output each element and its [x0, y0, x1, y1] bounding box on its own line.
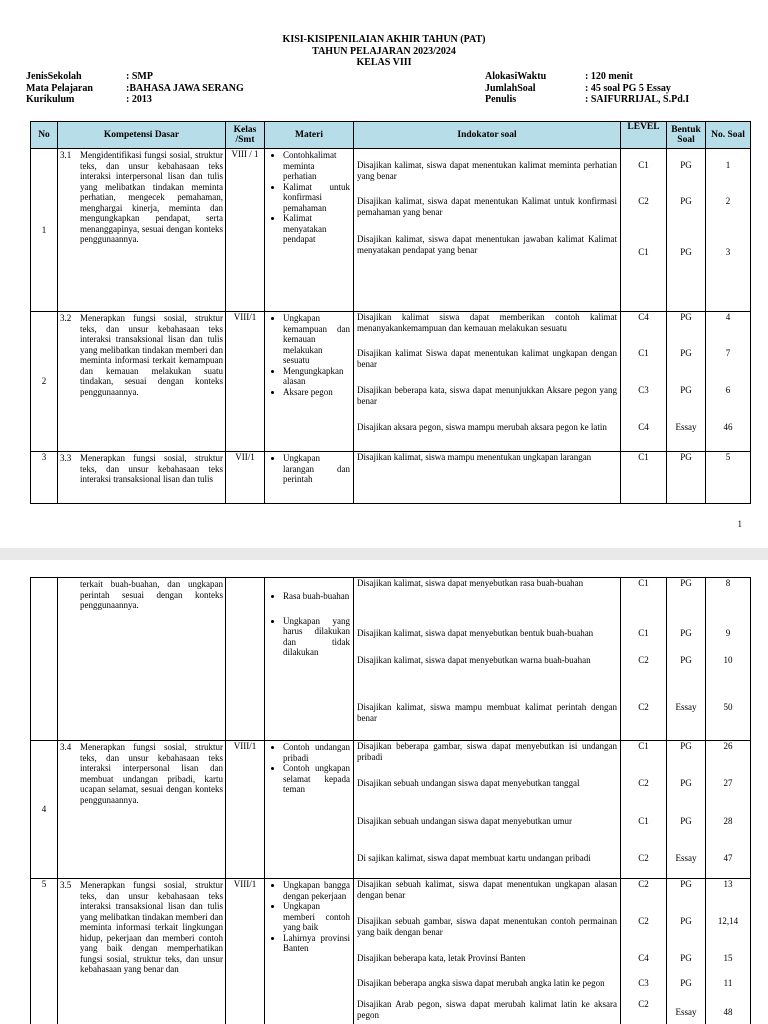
level-value: C1: [638, 247, 649, 257]
indikator-text: Disajikan kalimat, siswa dapat menentukan kalimat meminta perhatian yang benar: [357, 160, 617, 181]
header-class: KELAS VIII: [356, 57, 412, 68]
bentuk-value: PG: [680, 628, 692, 638]
indikator-text: Disajikan kalimat, siswa dapat menyebutkan warna buah-buahan: [357, 655, 591, 665]
bentuk-cell: [667, 149, 706, 312]
table-row: [31, 879, 751, 1024]
meta-value: : 45 soal PG 5 Essay: [585, 82, 671, 94]
col-header-materi: Materi: [265, 122, 354, 149]
level-value: C2: [638, 778, 649, 788]
col-header-kelas: Kelas /Smt: [226, 122, 265, 149]
materi-cell: [265, 312, 354, 452]
bentuk-value: PG: [680, 916, 692, 926]
page-number: 1: [737, 519, 742, 529]
level-value: C2: [638, 853, 649, 863]
meta-key: JumlahSoal: [485, 82, 536, 94]
nosoal-value: 8: [725, 578, 731, 588]
meta-left: [26, 71, 244, 106]
kd-text: Mengidentifikasi fungsi sosial, struktur teks, dan unsur kebahasaan teks interaksi interpersonal lisan dan tulis yang melibatkan tindakan meminta perhatian, mengecek pemahaman, menghargai kinerja, meminta dan mengungkapkan pendapat, serta menanggapinya, sesuai dengan konteks penggunaannya.: [80, 150, 223, 244]
bentuk-value: PG: [680, 778, 692, 788]
meta-value: : SMP: [126, 71, 153, 82]
kompetensi-cell: [58, 879, 226, 1024]
level-value: C2: [638, 702, 649, 712]
bentuk-value: PG: [680, 741, 692, 751]
bentuk-value: Essay: [675, 422, 697, 432]
nosoal-value: 4: [725, 312, 731, 322]
kd-number: 3.1: [60, 150, 72, 160]
level-value: C4: [638, 422, 649, 432]
bentuk-value: PG: [680, 348, 692, 358]
materi-item: • Mengungkapkan alasan: [283, 366, 350, 387]
kisi-table-page2: [30, 577, 751, 1024]
indikator-text: Di sajikan kalimat, siswa dapat membuat kartu undangan pribadi: [357, 853, 591, 863]
materi-cell: [265, 149, 354, 312]
row-number-empty: [31, 578, 58, 741]
level-value: C4: [638, 312, 649, 322]
level-value: C1: [621, 452, 667, 504]
level-cell: [621, 578, 667, 741]
kelas-cell-empty: [226, 578, 265, 741]
table-row: [31, 149, 751, 312]
level-value: C1: [638, 816, 649, 826]
kompetensi-cell: [58, 578, 226, 741]
nosoal-value: 2: [725, 196, 731, 206]
kd-number: 3.3: [60, 453, 72, 463]
level-value: C3: [638, 385, 649, 395]
indikator-cell: [354, 452, 621, 504]
level-value: C1: [638, 160, 649, 170]
kisi-table-page1: [30, 121, 751, 504]
bentuk-value: PG: [667, 452, 706, 504]
bentuk-value: PG: [680, 160, 692, 170]
indikator-text: Disajikan sebuah undangan siswa dapat menyebutkan umur: [357, 816, 572, 826]
materi-item: • Rasa buah-buahan: [283, 591, 350, 602]
row-number: 4: [31, 741, 58, 879]
bentuk-value: PG: [680, 978, 692, 988]
bentuk-value: PG: [680, 953, 692, 963]
level-value: C3: [638, 978, 649, 988]
table-row: [31, 452, 751, 504]
col-header-level: LEVEL: [621, 122, 667, 149]
meta-right: [485, 71, 689, 106]
indikator-text: Disajikan Arab pegon, siswa dapat merubah kalimat latin ke aksara pegon: [357, 999, 617, 1020]
nosoal-value: 13: [723, 879, 733, 889]
indikator-text: Disajikan kalimat, siswa dapat menyebutkan bentuk buah-buahan: [357, 628, 594, 638]
nosoal-value: 9: [725, 628, 731, 638]
materi-item: • Ungkapan memberi contoh yang baik: [283, 901, 350, 933]
level-value: C2: [638, 879, 649, 889]
nosoal-cell: [706, 312, 751, 452]
bentuk-value: PG: [680, 385, 692, 395]
nosoal-cell: [706, 578, 751, 741]
col-header-indikator: Indokator soal: [354, 122, 621, 149]
materi-cell: [265, 879, 354, 1024]
bentuk-value: Essay: [675, 1007, 697, 1017]
bentuk-value: PG: [680, 655, 692, 665]
meta-key: Penulis: [485, 94, 517, 105]
kd-text: terkait buah-buahan, dan ungkapan perintah sesuai dengan konteks penggunaannya.: [80, 579, 223, 610]
kd-text: Menerapkan fungsi sosial, struktur teks, dan unsur kebahasaan teks interaksi transaksional lisan dan tulis yang melibatkan tindakan memberi dan meminta informasi terkait lingkungan hidup, pekerjaan dan memberi contoh yang baik dengan memperhatikan fungsi sosial, struktur teks, dan unsur kebahasaan yang benar dan: [80, 880, 223, 974]
kompetensi-cell: [58, 741, 226, 879]
level-value: C1: [638, 628, 649, 638]
level-value: C2: [638, 916, 649, 926]
nosoal-value: 50: [723, 702, 733, 712]
kelas-cell: VIII/1: [226, 879, 265, 1024]
nosoal-value: 26: [723, 741, 733, 751]
level-value: C1: [638, 348, 649, 358]
row-number: 3: [31, 452, 58, 504]
header-title: KISI-KISIPENILAIAN AKHIR TAHUN (PAT): [282, 34, 486, 45]
level-value: C4: [638, 953, 649, 963]
table-row: [31, 312, 751, 452]
materi-cell: [265, 578, 354, 741]
bentuk-cell: [667, 578, 706, 741]
kompetensi-cell: [58, 452, 226, 504]
col-header-bentuk: Bentuk Soal: [667, 122, 706, 149]
indikator-text: Disajikan kalimat Siswa dapat menentukan kalimat ungkapan dengan benar: [357, 348, 617, 369]
bentuk-cell: [667, 879, 706, 1024]
materi-item: • Contohkalimat meminta perhatian: [283, 150, 350, 182]
kompetensi-cell: [58, 149, 226, 312]
kd-number: 3.2: [60, 313, 72, 323]
table-row: [31, 578, 751, 741]
indikator-text: Disajikan kalimat, siswa dapat menyebutkan rasa buah-buahan: [357, 578, 584, 588]
kd-text: Menerapkan fungsi sosial, struktur teks, dan unsur kebahasaan teks interaksi interpersonal lisan dan membuat undangan pribadi, kartu ucapan selamat, sesuai dengan konteks penggunaannya.: [80, 742, 223, 805]
meta-key: Kurikulum: [26, 94, 75, 105]
nosoal-value: 12,14: [717, 916, 739, 926]
level-value: C2: [638, 196, 649, 206]
materi-item: • Ungkapan kemampuan dan kemauan melakukan sesuatu: [283, 313, 350, 366]
indikator-cell: [354, 149, 621, 312]
nosoal-value: 15: [723, 953, 733, 963]
row-number: 1: [31, 149, 58, 312]
materi-item: • Contoh ungkapan selamat kepada teman: [283, 763, 350, 795]
meta-key: Mata Pelajaran: [26, 82, 93, 94]
bentuk-value: PG: [680, 312, 692, 322]
col-header-no: No: [31, 122, 58, 149]
kd-number: 3.5: [60, 880, 72, 890]
meta-value: :BAHASA JAWA SERANG: [126, 82, 244, 94]
materi-item: • Ungkapan larangan dan perintah: [283, 453, 350, 485]
meta-value: : 2013: [126, 94, 152, 105]
kd-text: Menerapkan fungsi sosial, struktur teks, dan unsur kebahasaan teks interaksi transaksional lisan dan tulis yang melibatkan tindakan memberi dan meminta informasi terkait kemampuan dan kemauan melakukan suatu tindakan, sesuai dengan konteks penggunaannya.: [80, 313, 223, 397]
nosoal-value: 7: [725, 348, 731, 358]
bentuk-value: PG: [680, 247, 692, 257]
materi-cell: [265, 741, 354, 879]
col-header-nosoal: No. Soal: [706, 122, 751, 149]
nosoal-value: 47: [723, 853, 733, 863]
indikator-text: Disajikan sebuah gambar, siswa dapat menentukan contoh permainan yang baik dengan benar: [357, 916, 617, 937]
materi-item: • Contoh undangan pribadi: [283, 742, 350, 763]
document-page-2: [0, 560, 768, 1024]
meta-key: JenisSekolah: [26, 71, 82, 82]
kd-text: Menerapkan fungsi sosial, struktur teks, dan unsur kebahasaan teks interaksi transaksional lisan dan tulis: [80, 453, 223, 484]
materi-item: • Lahirnya provinsi Banten: [283, 933, 350, 954]
nosoal-cell: [706, 879, 751, 1024]
indikator-text: Disajikan kalimat, siswa dapat menentukan jawaban kalimat Kalimat menyatakan pendapat yang benar: [357, 234, 617, 255]
level-value: C1: [638, 578, 649, 588]
materi-item: • Ungkapan bangga dengan pekerjaan: [283, 880, 350, 901]
indikator-text: Disajikan kalimat, siswa dapat menentukan Kalimat untuk konfirmasi pemahaman yang benar: [357, 196, 617, 217]
bentuk-cell: [667, 741, 706, 879]
nosoal-value: 3: [725, 247, 731, 257]
materi-item: • Aksare pegon: [283, 387, 350, 398]
kelas-cell: VII/1: [226, 452, 265, 504]
col-header-kompetensi: Kompetensi Dasar: [58, 122, 226, 149]
materi-item: • Kalimat menyatakan pendapat: [283, 213, 350, 245]
materi-cell: [265, 452, 354, 504]
kompetensi-cell: [58, 312, 226, 452]
nosoal-value: 28: [723, 816, 733, 826]
indikator-text: Disajikan kalimat siswa dapat memberikan contoh kalimat menanyakankemampuan dan kemauan melakukan sesuatu: [357, 312, 617, 333]
level-cell: [621, 312, 667, 452]
table-row: [31, 741, 751, 879]
nosoal-value: 27: [723, 778, 733, 788]
indikator-text: Disajikan sebuah undangan siswa dapat menyebutkan tanggal: [357, 778, 580, 788]
nosoal-cell: [706, 741, 751, 879]
kelas-cell: VIII/1: [226, 741, 265, 879]
level-value: C1: [638, 741, 649, 751]
page-separator: [0, 548, 768, 560]
level-value: C2: [638, 655, 649, 665]
header-year: TAHUN PELAJARAN 2023/2024: [312, 45, 456, 57]
bentuk-value: PG: [680, 879, 692, 889]
kelas-cell: VIII / 1: [226, 149, 265, 312]
table-header-row: [31, 122, 751, 149]
materi-item: • Ungkapan yang harus dilakukan dan tidak dilakukan: [283, 616, 350, 658]
indikator-cell: [354, 312, 621, 452]
meta-value: : 120 menit: [585, 71, 633, 82]
nosoal-value: 5: [706, 452, 751, 504]
indikator-text: Disajikan beberapa gambar, siswa dapat menyebutkan isi undangan pribadi: [357, 741, 617, 762]
bentuk-value: Essay: [675, 702, 697, 712]
indikator-text: Disajikan kalimat, siswa mampu membuat kalimat perintah dengan benar: [357, 702, 617, 723]
nosoal-cell: [706, 149, 751, 312]
row-number: 5: [31, 879, 58, 1024]
row-number: 2: [31, 312, 58, 452]
bentuk-value: PG: [680, 578, 692, 588]
bentuk-value: PG: [680, 816, 692, 826]
nosoal-value: 48: [723, 1007, 733, 1017]
nosoal-value: 1: [725, 160, 731, 170]
nosoal-value: 11: [723, 978, 733, 988]
level-value: C2: [638, 999, 649, 1009]
indikator-text: Disajikan beberapa angka siswa dapat merubah angka latin ke pegon: [357, 978, 605, 988]
bentuk-cell: [667, 312, 706, 452]
nosoal-value: 46: [723, 422, 733, 432]
indikator-cell: [354, 578, 621, 741]
kd-number: 3.4: [60, 742, 72, 752]
bentuk-value: Essay: [675, 853, 697, 863]
meta-value: : SAIFURRIJAL, S.Pd.I: [585, 94, 690, 105]
level-cell: [621, 879, 667, 1024]
level-cell: [621, 741, 667, 879]
meta-key: AlokasiWaktu: [485, 71, 547, 82]
indikator-cell: [354, 741, 621, 879]
indikator-text: Disajikan beberapa kata, letak Provinsi Banten: [357, 953, 526, 963]
materi-item: • Kalimat untuk konfirmasi pemahaman: [283, 182, 350, 214]
kelas-cell: VIII/1: [226, 312, 265, 452]
document-header: [0, 34, 768, 69]
indikator-cell: [354, 879, 621, 1024]
bentuk-value: PG: [680, 196, 692, 206]
indikator-text: Disajikan aksara pegon, siswa mampu merubah aksara pegon ke latin: [357, 422, 607, 432]
indikator-text: Disajikan sebuah kalimat, siswa dapat menentukan ungkapan alasan dengan benar: [357, 879, 617, 900]
nosoal-value: 10: [723, 655, 733, 665]
indikator-text: Disajikan beberapa kata, siswa dapat menunjukkan Aksare pegon yang benar: [357, 385, 617, 406]
nosoal-value: 6: [725, 385, 731, 395]
level-cell: [621, 149, 667, 312]
indikator-text: Disajikan kalimat, siswa mampu menentukan ungkapan larangan: [357, 452, 592, 462]
